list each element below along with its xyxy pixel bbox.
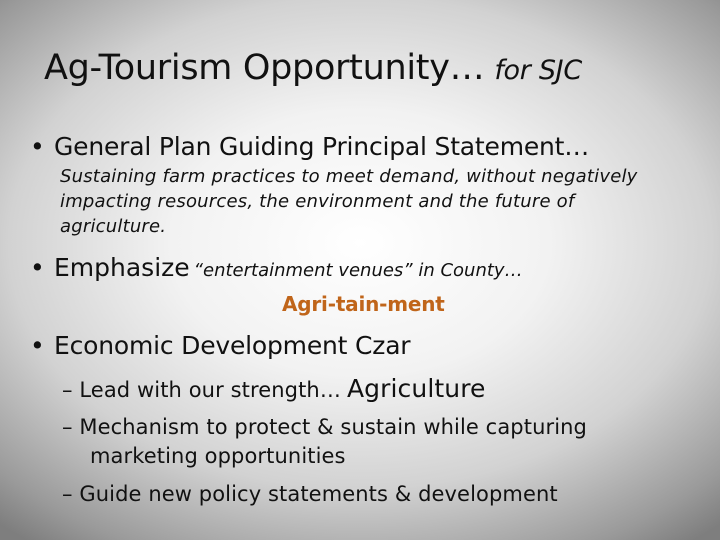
subitem-emphasis: Agriculture	[346, 374, 486, 403]
subitem-mechanism	[62, 413, 587, 471]
bullet-text: Emphasize	[54, 253, 190, 282]
bullet-emphasize	[30, 252, 523, 287]
bullet-text: Economic Development Czar	[54, 331, 411, 360]
highlight-agritainment: Agri-tain-ment	[282, 292, 445, 316]
subitem-line-continued: marketing opportunities	[90, 444, 346, 468]
quote-line: agriculture.	[60, 216, 167, 237]
subitem-text: – Lead with our strength…	[62, 378, 341, 402]
title-main: Ag-Tourism Opportunity…	[44, 48, 485, 88]
bullet-text: General Plan Guiding Principal Statement…	[54, 132, 590, 161]
bullet-marker: •	[30, 253, 45, 282]
quote-line: impacting resources, the environment and the future of	[60, 191, 575, 212]
bullet-italic-text: “entertainment venues” in County…	[193, 260, 523, 281]
guiding-statement-quote	[60, 164, 690, 239]
bullet-marker: •	[30, 132, 45, 161]
subitem-guide-policy	[62, 480, 558, 509]
title-subtitle: for SJC	[494, 55, 582, 86]
bullet-economic-development	[30, 330, 410, 362]
quote-line: Sustaining farm practices to meet demand, without negatively	[60, 166, 638, 187]
subitem-lead-with-strength	[62, 374, 486, 405]
subitem-line: – Mechanism to protect & sustain while capturing	[62, 415, 587, 439]
subitem-text: – Guide new policy statements & development	[62, 482, 558, 506]
bullet-marker: •	[30, 331, 45, 360]
slide-title	[44, 46, 582, 93]
bullet-general-plan	[30, 131, 589, 163]
